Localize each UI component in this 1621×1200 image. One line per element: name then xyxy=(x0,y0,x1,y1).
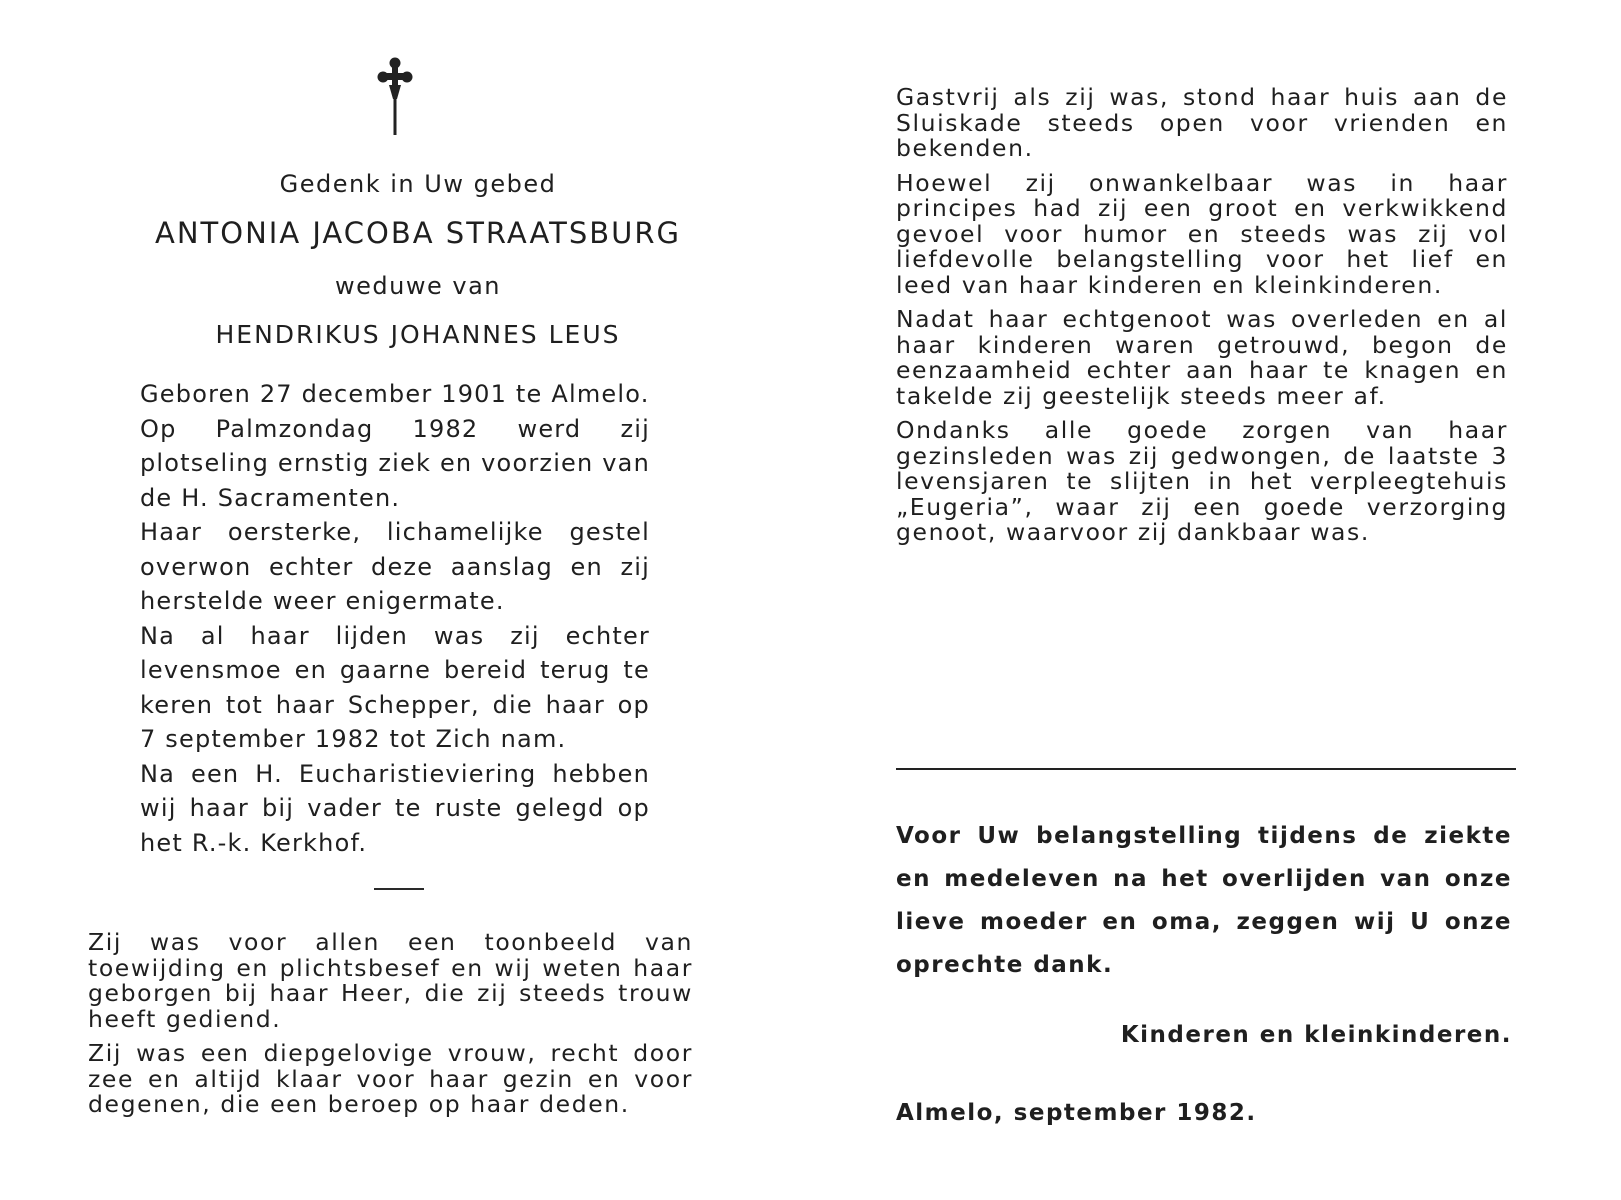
bio-paragraph: Op Palmzondag 1982 werd zij plotseling ernstig ziek en voorzien van de H. Sacramenten. xyxy=(140,414,650,512)
bio-paragraph: Geboren 27 december 1901 te Almelo. xyxy=(140,380,650,408)
divider xyxy=(374,888,424,890)
memory-paragraph: Hoewel zij onwankelbaar was in haar principes had zij een groot en verkwikkend gevoel voor humor en steeds was zij vol liefdevolle belangstelling voor het lief en leed van haar kinderen en kleinkinderen. xyxy=(896,168,1508,299)
memory-paragraph: Ondanks alle goede zorgen van haar gezinsleden was zij gedwongen, de laatste 3 levensjaren te slijten in het verpleegtehuis „Eugeria”, waar zij een goede verzorging genoot, waarvoor zij dankbaar was. xyxy=(896,416,1508,546)
spouse-name: HENDRIKUS JOHANNES LEUS xyxy=(215,320,621,349)
deceased-name: ANTONIA JACOBA STRAATSBURG xyxy=(155,216,681,250)
thanks-message: Voor Uw belangstelling tijdens de ziekte en medeleven na het overlijden van onze lieve moeder en oma, zeggen wij U onze oprechte dank. xyxy=(896,823,1512,978)
right-panel xyxy=(896,85,1516,555)
intro-line: Gedenk in Uw gebed xyxy=(279,170,557,198)
memories xyxy=(896,85,1508,546)
bio-paragraph: Haar oersterke, lichamelijke gestel overwon echter deze aanslag en zij herstelde weer enigermate. xyxy=(140,518,650,615)
bio-paragraph: Na een H. Eucharistieviering hebben wij haar bij vader te ruste gelegd op het R.-k. Kerkhof. xyxy=(140,759,650,857)
signature: Kinderen en kleinkinderen. xyxy=(1120,1022,1512,1048)
cross-icon xyxy=(375,55,415,137)
tribute xyxy=(88,930,693,1118)
biography xyxy=(140,377,650,860)
memory-paragraph: Gastvrij als zij was, stond haar huis aan de Sluiskade steeds open voor vrienden en bekenden. xyxy=(896,83,1508,162)
memory-paragraph: Nadat haar echtgenoot was overleden en al haar kinderen waren getrouwd, begon de eenzaamheid echter aan haar te knagen en takelde zij geestelijk steeds meer af. xyxy=(896,305,1508,410)
bio-paragraph: Na al haar lijden was zij echter levensmoe en gaarne bereid terug te keren tot haar Schepper, die haar op 7 september 1982 tot Zich nam. xyxy=(140,621,650,753)
tribute-paragraph: Zij was een diepgelovige vrouw, recht door zee en altijd klaar voor haar gezin en voor degenen, die een beroep op haar deden. xyxy=(88,1039,693,1118)
tribute-paragraph: Zij was voor allen een toonbeeld van toewijding en plichtsbesef en wij weten haar geborgen bij haar Heer, die zij steeds trouw heeft gediend. xyxy=(88,928,693,1033)
place-date: Almelo, september 1982. xyxy=(896,1100,1257,1126)
left-panel xyxy=(88,55,748,1127)
relation-line: weduwe van xyxy=(335,272,501,300)
divider-long xyxy=(896,768,1516,770)
